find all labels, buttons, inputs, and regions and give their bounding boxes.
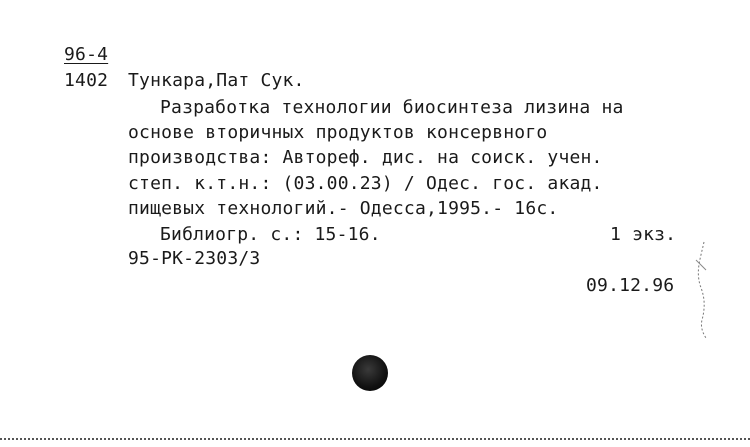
title-line: степ. к.т.н.: (03.00.23) / Одес. гос. акад. [128,173,603,194]
title-line: основе вторичных продуктов консервного [128,122,548,143]
title-line: производства: Автореф. дис. на соиск. учен. [128,147,603,168]
title-line: пищевых технологий.- Одесса,1995.- 16с. [128,198,559,219]
card-bottom-edge [0,438,750,443]
accession-number: 1402 [64,70,109,91]
author-name: Тункара,Пат Сук. [128,70,305,91]
bibliography-note: Библиогр. с.: 15-16. [160,224,381,245]
pencil-mark [682,240,712,340]
punch-hole [352,355,388,391]
registration-number: 95-РК-2303/3 [128,248,261,269]
date-stamp: 09.12.96 [586,275,675,296]
shelf-mark: 96-4 [64,44,109,65]
title-line: Разработка технологии биосинтеза лизина на [160,97,624,118]
copies-count: 1 экз. [610,224,677,245]
